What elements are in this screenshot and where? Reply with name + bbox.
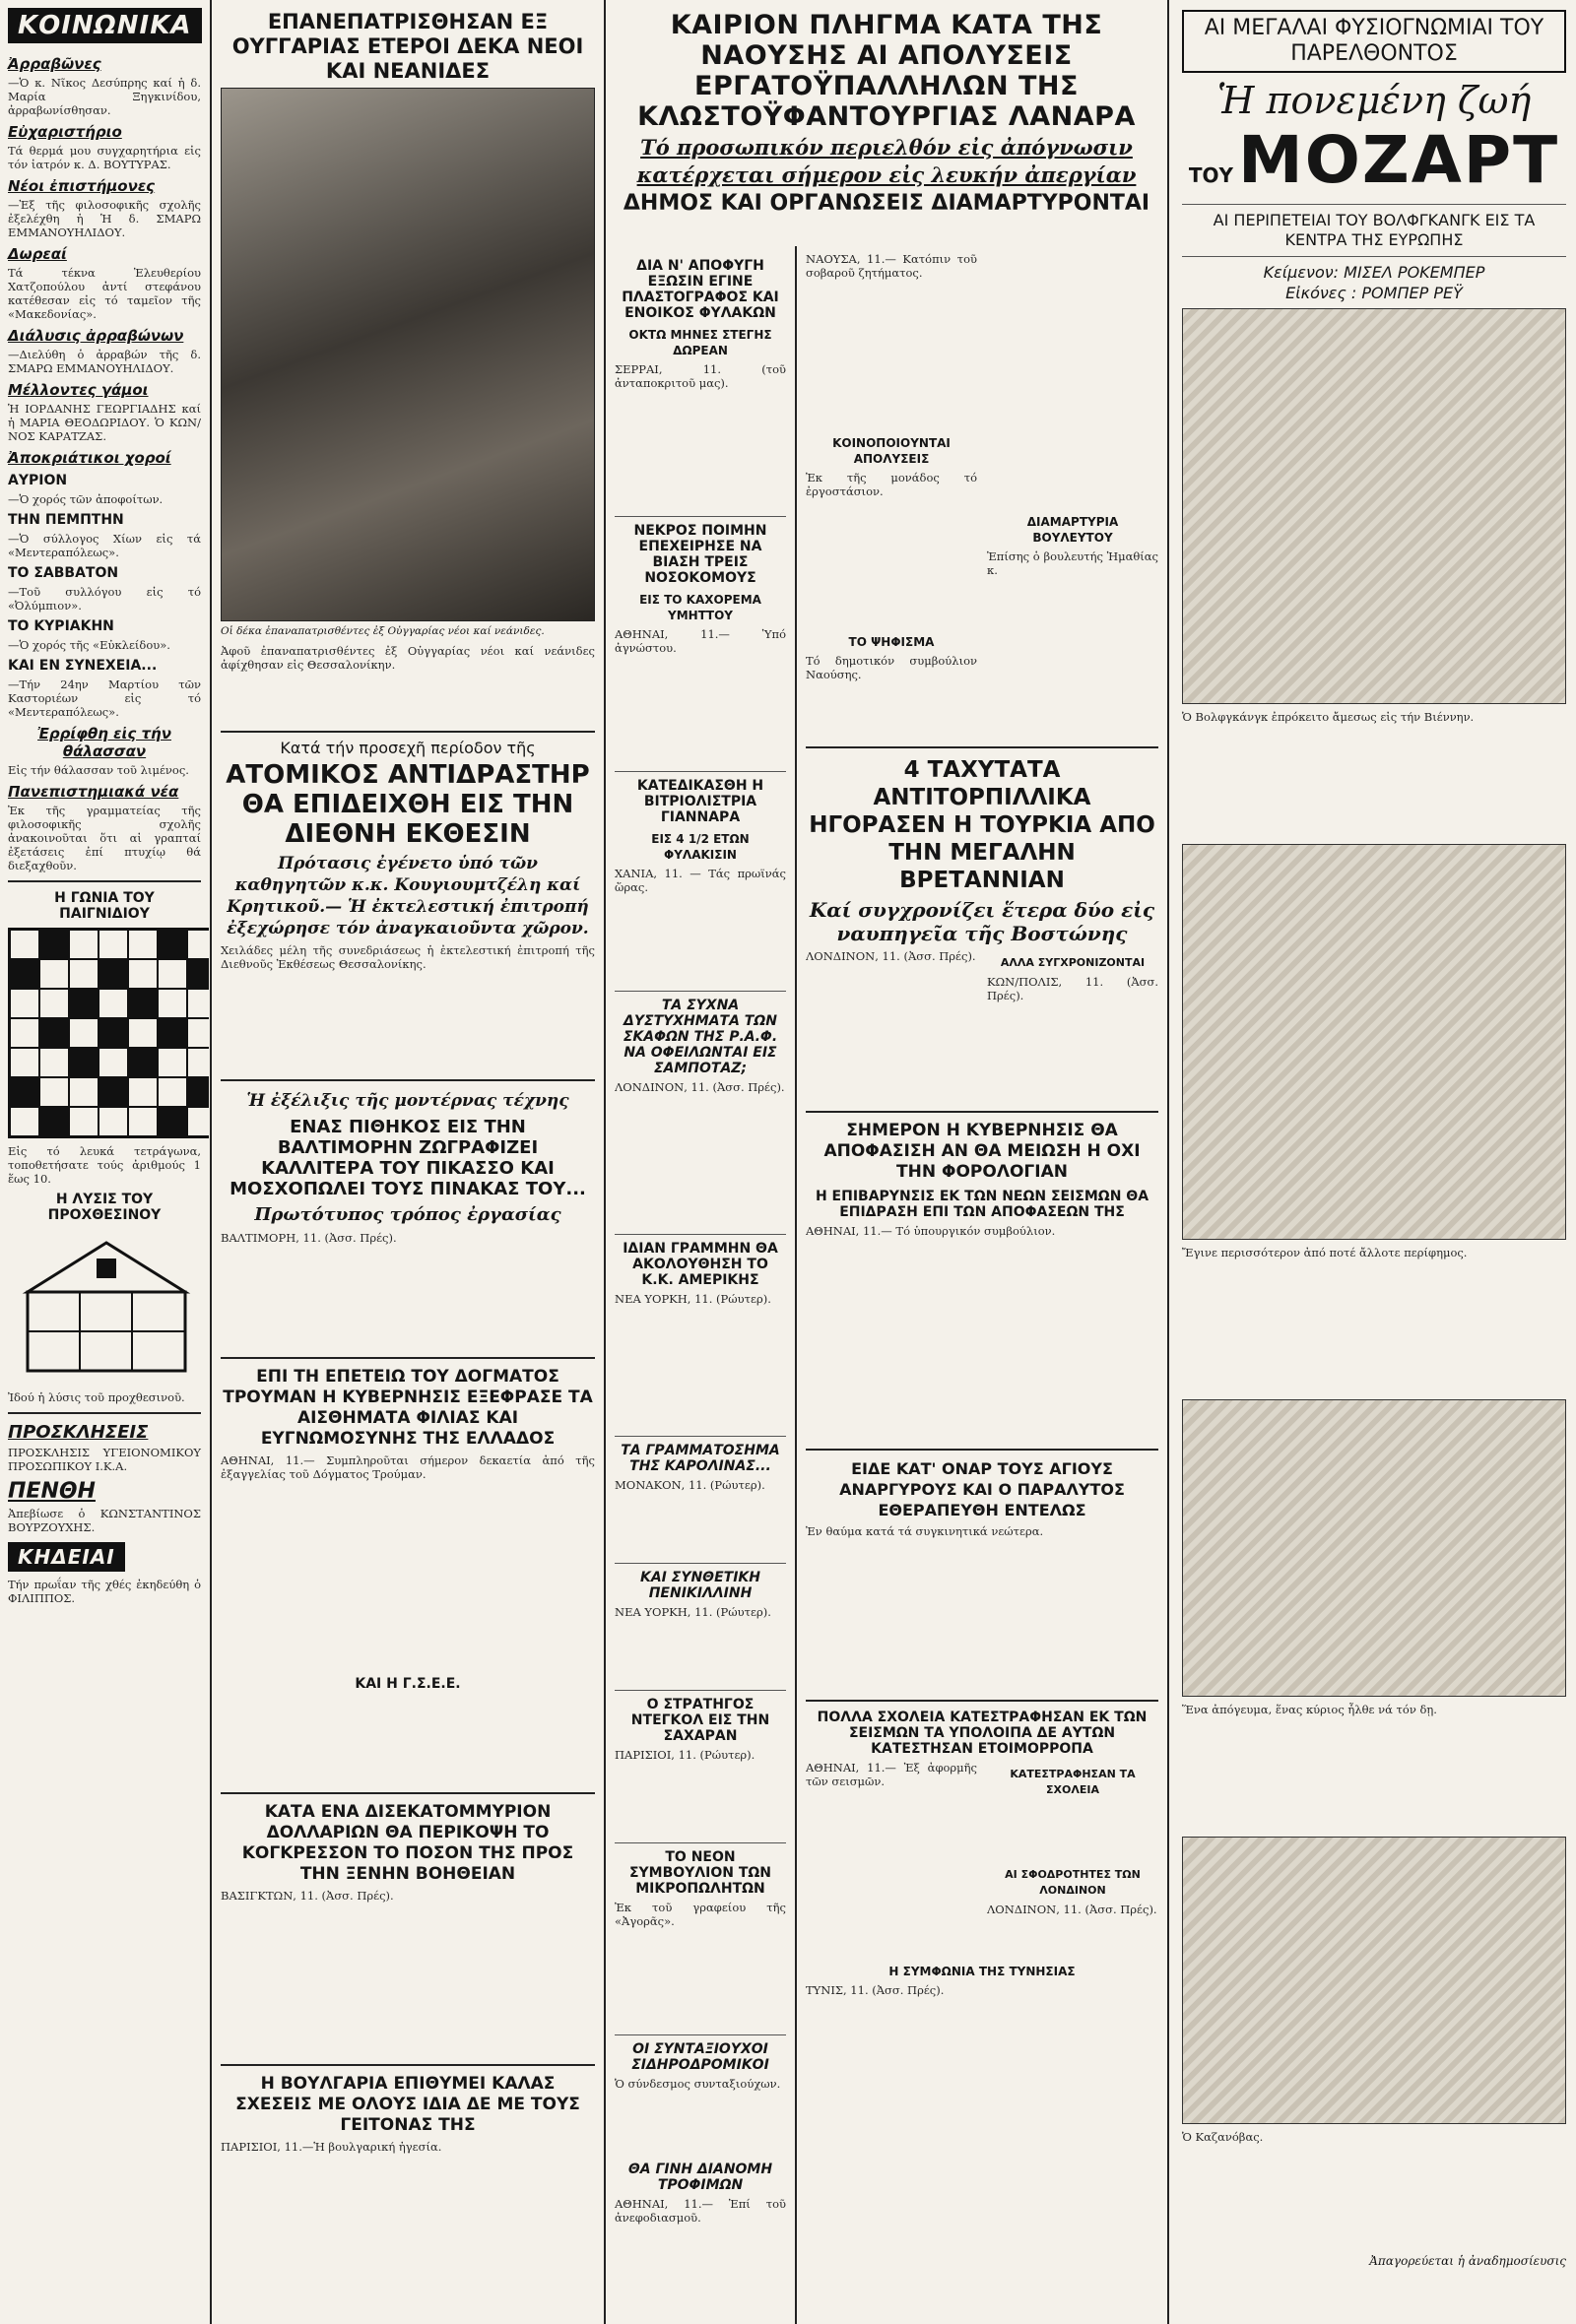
hungary-body: Ἀφοῦ ἐπαναπατρισθέντες ἐξ Οὐγγαρίας νέοι καί νεάνιδες ἀφίχθησαν εἰς Θεσσαλονίκην. bbox=[221, 644, 595, 672]
erristhe-title: Ἐρρίφθη εἰς τήν θάλασσαν bbox=[37, 725, 171, 760]
art-subhead: Πρωτότυπος τρόπος ἐργασίας bbox=[254, 1204, 561, 1225]
lysi-title: Η ΛΥΣΙΣ ΤΟΥ ΠΡΟΧΘΕΣΙΝΟΥ bbox=[47, 1192, 162, 1223]
avrion-text: —Ὁ χορός τῶν ἀποφοίτων. bbox=[8, 492, 164, 506]
atom-kicker: Κατά τήν προσεχῆ περίοδον τῆς bbox=[280, 739, 536, 757]
feature-title-line: Ἡ πονεμένη ζωή bbox=[1216, 79, 1532, 122]
panepist-title: Πανεπιστημιακά νέα bbox=[8, 783, 179, 801]
naousa-cont bbox=[987, 252, 1158, 508]
feature-banner: ΑΙ ΜΕΓΑΛΑΙ ΦΥΣΙΟΓΝΩΜΙΑΙ ΤΟΥ ΠΑΡΕΛΘΟΝΤΟΣ bbox=[1182, 10, 1566, 73]
column-rule bbox=[210, 0, 212, 2324]
torpedo-subhead: Καί συγχρονίζει ἕτερα δύο εἰς ναυπηγεῖα τῆς Βοστώνης bbox=[809, 898, 1155, 945]
illustration-mozart-writing bbox=[1182, 844, 1566, 1240]
kideiai-text: Τήν πρωΐαν τῆς χθές ἐκηδεύθη ὁ ΦΙΛΙΠΠΟΣ. bbox=[8, 1578, 201, 1605]
divider bbox=[221, 1079, 595, 1081]
a3-body: ΧΑΝΙΑ, 11. — Τάς πρωϊνάς ὥρας. bbox=[615, 867, 786, 894]
torpedo-side-body: ΚΩΝ/ΠΟΛΙΣ, 11. (Ἀσσ. Πρές). bbox=[987, 975, 1158, 1002]
a8-headline: Ο ΣΤΡΑΤΗΓΟΣ ΝΤΕΓΚΟΛ ΕΙΣ ΤΗΝ ΣΑΧΑΡΑΝ bbox=[630, 1697, 770, 1744]
penthi-text: Ἀπεβίωσε ὁ ΚΩΝΣΤΑΝΤΙΝΟΣ ΒΟΥΡΖΟΥΧΗΣ. bbox=[8, 1507, 201, 1534]
atom-subhead: Πρότασις ἐγένετο ὑπό τῶν καθηγητῶν κ.κ. Κουγιουμτζέλη καί Κρητικοῦ.— Ἡ ἐκτελεστική ἐπιτροπή ἐξεχώρησε τόν ἀναγκαιοῦντα χῶρον. bbox=[227, 854, 589, 938]
credit-images: Εἰκόνες : ΡΟΜΠΕΡ ΡΕΫ bbox=[1285, 284, 1463, 302]
savvaton-title: ΤΟ ΣΑΒΒΑΤΟΝ bbox=[8, 565, 119, 581]
arravones-title: Ἀρραβῶνες bbox=[8, 55, 101, 73]
neoi-title: Νέοι ἐπιστήμονες bbox=[8, 177, 156, 195]
london-headline: ΑΙ ΣΦΟΔΡΟΤΗΤΕΣ ΤΩΝ ΛΟΝΔΙΝΟΝ bbox=[1005, 1868, 1141, 1897]
panepist-text: Ἐκ τῆς γραμματείας τῆς φιλοσοφικῆς σχολῆς ἀνακοινοῦται ὅτι αἱ γραπταί ἐξετάσεις ἐπί πτυχίῳ θά διεξαχθοῦν. bbox=[8, 804, 201, 872]
proskliseis-text: ΠΡΟΣΚΛΗΣΙΣ ΥΓΕΙΟΝΟΜΙΚΟΥ ΠΡΟΣΩΠΙΚΟΥ Ι.Κ.Α. bbox=[8, 1446, 201, 1473]
a2-subhead: ΕΙΣ ΤΟ ΚΑΧΟΡΕΜΑ ΥΜΗΤΤΟΥ bbox=[639, 593, 761, 622]
a11-headline: ΘΑ ΓΙΝΗ ΔΙΑΝΟΜΗ ΤΡΟΦΙΜΩΝ bbox=[627, 2162, 773, 2193]
a5-headline: ΙΔΙΑΝ ΓΡΑΜΜΗΝ ΘΑ ΑΚΟΛΟΥΘΗΣΗ ΤΟ Κ.Κ. ΑΜΕΡΙΚΗΣ bbox=[623, 1241, 778, 1288]
a4-headline: ΤΑ ΣΥΧΝΑ ΔΥΣΤΥΧΗΜΑΤΑ ΤΩΝ ΣΚΑΦΩΝ ΤΗΣ Ρ.Α.Φ. ΝΑ ΟΦΕΙΛΩΝΤΑΙ ΕΙΣ ΣΑΜΠΟΤΑΖ; bbox=[623, 998, 778, 1076]
naousa-sub2: κατέρχεται σήμερον εἰς λευκήν ἀπεργίαν bbox=[636, 162, 1137, 187]
a1-body: ΣΕΡΡΑΙ, 11. (τοῦ ἀνταποκριτοῦ μας). bbox=[615, 362, 786, 390]
a9-body: Ἐκ τοῦ γραφείου τῆς «Ἀγορᾶς». bbox=[615, 1901, 786, 1928]
pempti-title: ΤΗΝ ΠΕΜΠΤΗΝ bbox=[8, 512, 124, 528]
column-mozart-feature bbox=[1172, 0, 1576, 2324]
bulgaria-body: ΠΑΡΙΣΙΟΙ, 11.—Ἡ βουλγαρική ἡγεσία. bbox=[221, 2140, 442, 2154]
dialysis-title: Διάλυσις ἀρραβώνων bbox=[8, 327, 184, 345]
torpedo-body: ΛΟΝΔΙΝΟΝ, 11. (Ἀσσ. Πρές). bbox=[806, 949, 976, 963]
psifisma-headline: ΤΟ ΨΗΦΙΣΜΑ bbox=[848, 635, 935, 649]
mellontes-title: Μέλλοντες γάμοι bbox=[8, 381, 149, 399]
naousa-headline-block bbox=[607, 0, 1166, 246]
divider bbox=[221, 2064, 595, 2066]
apokriatikoi-title: Ἀποκριάτικοι χοροί bbox=[8, 449, 171, 467]
tax-subhead: Η ΕΠΙΒΑΡΥΝΣΙΣ ΕΚ ΤΩΝ ΝΕΩΝ ΣΕΙΣΜΩΝ ΘΑ ΕΠΙΔΡΑΣΗ ΕΠΙ ΤΩΝ ΑΠΟΦΑΣΕΩΝ ΤΗΣ bbox=[815, 1189, 1149, 1220]
feature-p3: Ἕνα ἀπόγευμα, ἕνας κύριος ἦλθε νά τόν δῃ. bbox=[1182, 1703, 1437, 1716]
a8-body: ΠΑΡΙΣΙΟΙ, 11. (Ρώυτερ). bbox=[615, 1748, 755, 1762]
divider bbox=[221, 1357, 595, 1359]
column-news-center bbox=[607, 246, 794, 2324]
neoi-text: —Ἐξ τῆς φιλοσοφικῆς σχολῆς ἐξελέχθη ἡ Ἡ δ. ΣΜΑΡΩ ΕΜΜΑΝΟΥΗΛΙΔΟΥ. bbox=[8, 198, 201, 239]
art-headline: ΕΝΑΣ ΠΙΘΗΚΟΣ ΕΙΣ ΤΗΝ ΒΑΛΤΙΜΟΡΗΝ ΖΩΓΡΑΦΙΖΕΙ ΚΑΛΛΙΤΕΡΑ ΤΟΥ ΠΙΚΑΣΣΟ ΚΑΙ ΜΟΣΧΟΠΩΛΕΙ ΤΟΥΣ ΠΙΝΑΚΑΣ ΤΟΥ... bbox=[230, 1117, 586, 1199]
schools-body-block bbox=[806, 1761, 1158, 1958]
dorea-text: Τά τέκνα Ἐλευθερίου Χατζοπούλου ἀντί στεφάνου κατέθεσαν εἰς τό ταμεῖον τῆς «Μακεδονίας». bbox=[8, 266, 201, 321]
naousa-body: ΝΑΟΥΣΑ, 11.— Κατόπιν τοῦ σοβαροῦ ζητήματος. bbox=[806, 252, 977, 280]
diamart-headline: ΔΙΑΜΑΡΤΥΡΙΑ ΒΟΥΛΕΥΤΟΥ bbox=[1026, 515, 1119, 545]
hungary-caption: Οἱ δέκα ἐπαναπατρισθέντες ἐξ Οὐγγαρίας νέοι καί νεάνιδες. bbox=[221, 625, 545, 637]
divider bbox=[615, 991, 786, 992]
column-rule bbox=[1167, 0, 1169, 2324]
illustration-mozart-standing bbox=[1182, 308, 1566, 704]
schools-headline: ΠΟΛΛΑ ΣΧΟΛΕΙΑ ΚΑΤΕΣΤΡΑΦΗΣΑΝ ΕΚ ΤΩΝ ΣΕΙΣΜΩΝ ΤΑ ΥΠΟΛΟΙΠΑ ΔΕ ΑΥΤΩΝ ΚΑΤΕΣΤΗΣΑΝ ΕΤΟΙΜΟΡΡΟΠΑ bbox=[817, 1710, 1148, 1757]
hungary-headline: ΕΠΑΝΕΠΑΤΡΙΣΘΗΣΑΝ ΕΞ ΟΥΓΓΑΡΙΑΣ ΕΤΕΡΟΙ ΔΕΚΑ ΝΕΟΙ ΚΑΙ ΝΕΑΝΙΔΕΣ bbox=[231, 10, 584, 83]
art-kicker: Ἡ ἐξέλιξις τῆς μοντέρνας τέχνης bbox=[246, 1091, 569, 1111]
efxaristiria-text: Τά θερμά μου συγχαρητήρια εἰς τόν ἰατρόν κ. Δ. ΒΟΥΤΥΡΑΣ. bbox=[8, 144, 201, 171]
solution-diagram bbox=[8, 1233, 205, 1381]
aid-body: ΒΑΣΙΓΚΤΩΝ, 11. (Ἀσσ. Πρές). bbox=[221, 1889, 394, 1903]
schools-filler bbox=[987, 1802, 1158, 1861]
divider bbox=[8, 880, 201, 882]
column-rule bbox=[604, 0, 606, 2324]
divider bbox=[806, 1111, 1158, 1113]
illustration-dancers bbox=[1182, 1399, 1566, 1697]
a7-headline: ΚΑΙ ΣΥΝΘΕΤΙΚΗ ΠΕΝΙΚΙΛΛΙΝΗ bbox=[640, 1570, 760, 1601]
schools-body: ΑΘΗΝΑΙ, 11.— Ἐξ ἀφορμῆς τῶν σεισμῶν. bbox=[806, 1761, 977, 1788]
a9-headline: ΤΟ ΝΕΟΝ ΣΥΜΒΟΥΛΙΟΝ ΤΩΝ ΜΙΚΡΟΠΩΛΗΤΩΝ bbox=[628, 1849, 772, 1897]
gonia-text: Εἰς τό λευκά τετράγωνα, τοποθετήσατε τούς ἀριθμούς 1 ἕως 10. bbox=[8, 1144, 201, 1186]
london-body: ΛΟΝΔΙΝΟΝ, 11. (Ἀσσ. Πρές). bbox=[987, 1903, 1157, 1916]
kai-en-text: —Τήν 24ην Μαρτίου τῶν Καστοριέων εἰς τό «Μεντεραπόλεως». bbox=[8, 678, 201, 719]
divider bbox=[615, 516, 786, 517]
feature-subtitle: ΑΙ ΠΕΡΙΠΕΤΕΙΑΙ ΤΟΥ ΒΟΛΦΓΚΑΝΓΚ ΕΙΣ ΤΑ ΚΕΝΤΡΑ ΤΗΣ ΕΥΡΩΠΗΣ bbox=[1213, 211, 1536, 249]
gonia-title: Η ΓΩΝΙΑ ΤΟΥ ΠΑΙΓΝΙΔΙΟΥ bbox=[54, 890, 155, 922]
divider bbox=[615, 1690, 786, 1691]
a1-headline: ΔΙΑ Ν' ΑΠΟΦΥΓΗ ΕΞΩΣΙΝ ΕΓΙΝΕ ΠΛΑΣΤΟΓΡΑΦΟΣ ΚΑΙ ΕΝΟΙΚΟΣ ΦΥΛΑΚΩΝ bbox=[622, 258, 779, 321]
koinop-headline: ΚΟΙΝΟΠΟΙΟΥΝΤΑΙ ΑΠΟΛΥΣΕΙΣ bbox=[832, 436, 951, 466]
miracle-body: Ἐν θαύμα κατά τά συγκινητικά νεώτερα. bbox=[806, 1524, 1044, 1538]
truman-body: ΑΘΗΝΑΙ, 11.— Συμπληροῦται σήμερον δεκαετία ἀπό τῆς ἐξαγγελίας τοῦ Δόγματος Τρούμαν. bbox=[221, 1453, 595, 1481]
feature-closing: Ἀπαγορεύεται ἡ ἀναδημοσίευσις bbox=[1369, 2254, 1566, 2268]
group-photo bbox=[221, 88, 595, 621]
divider bbox=[615, 1842, 786, 1843]
schools-subhead: ΚΑΤΕΣΤΡΑΦΗΣΑΝ ΤΑ ΣΧΟΛΕΙΑ bbox=[1010, 1768, 1136, 1796]
a5-body: ΝΕΑ ΥΟΡΚΗ, 11. (Ρώυτερ). bbox=[615, 1292, 771, 1306]
divider bbox=[615, 2034, 786, 2035]
a1-subhead: ΟΚΤΩ ΜΗΝΕΣ ΣΤΕΓΗΣ ΔΩΡΕΑΝ bbox=[628, 328, 772, 357]
column-news-left bbox=[213, 0, 603, 2324]
koinonika-header: ΚΟΙΝΩΝΙΚΑ bbox=[8, 8, 202, 43]
divider bbox=[615, 771, 786, 772]
diamart-body: Ἐπίσης ὁ βουλευτής Ἡμαθίας κ. bbox=[987, 549, 1158, 577]
puzzle-grid bbox=[8, 928, 209, 1138]
divider bbox=[1182, 256, 1566, 257]
a10-body: Ὁ σύνδεσμος συνταξιούχων. bbox=[615, 2077, 781, 2091]
truman-headline: ΕΠΙ ΤΗ ΕΠΕΤΕΙΩ ΤΟΥ ΔΟΓΜΑΤΟΣ ΤΡΟΥΜΑΝ Η ΚΥΒΕΡΝΗΣΙΣ ΕΞΕΦΡΑΣΕ ΤΑ ΑΙΣΘΗΜΑΤΑ ΦΙΛΙΑΣ ΚΑΙ ΕΥΓΝΩΜΟΣΥΝΗΣ ΤΗΣ ΕΛΛΑΔΟΣ bbox=[223, 1367, 593, 1449]
divider bbox=[1182, 204, 1566, 205]
column-rule bbox=[795, 246, 797, 2324]
a3-subhead: ΕΙΣ 4 1/2 ΕΤΩΝ ΦΥΛΑΚΙΣΙΝ bbox=[651, 832, 750, 862]
art-body: ΒΑΛΤΙΜΟΡΗ, 11. (Ἀσσ. Πρές). bbox=[221, 1231, 397, 1245]
naousa-sub3: ΔΗΜΟΣ ΚΑΙ ΟΡΓΑΝΩΣΕΙΣ ΔΙΑΜΑΡΤΥΡΟΝΤΑΙ bbox=[623, 191, 1150, 216]
divider bbox=[806, 746, 1158, 748]
feature-p1: Ὁ Βολφγκάνγκ ἐπρόκειτο ἄμεσως εἰς τήν Βιέννην. bbox=[1182, 710, 1475, 724]
torpedo-headline: 4 ΤΑΧΥΤΑΤΑ ΑΝΤΙΤΟΡΠΙΛΛΙΚΑ ΗΓΟΡΑΣΕΝ Η ΤΟΥΡΚΙΑ ΑΠΟ ΤΗΝ ΜΕΓΑΛΗΝ ΒΡΕΤΑΝΝΙΑΝ bbox=[809, 757, 1155, 893]
kideiai-header: ΚΗΔΕΙΑΙ bbox=[8, 1542, 125, 1572]
illustration-couple bbox=[1182, 1837, 1566, 2124]
psifisma-body: Τό δημοτικόν συμβούλιον Ναούσης. bbox=[806, 654, 977, 681]
kyriaki-text: —Ὁ χορός τῆς «Εὐκλείδου». bbox=[8, 638, 170, 652]
column-social bbox=[0, 0, 209, 2324]
tunisia-body: ΤΥΝΙΣ, 11. (Ἀσσ. Πρές). bbox=[806, 1983, 945, 1997]
a2-headline: ΝΕΚΡΟΣ ΠΟΙΜΗΝ ΕΠΕΧΕΙΡΗΣΕ ΝΑ ΒΙΑΣΗ ΤΡΕΙΣ ΝΟΣΟΚΟΜΟΥΣ bbox=[633, 523, 767, 586]
arravones-text: —Ὁ κ. Νῖκος Δεσύπρης καί ἡ δ. Μαρία Ξηγκινίδου, ἀρραβωνίσθησαν. bbox=[8, 76, 201, 117]
truman-subhead: ΚΑΙ Η Γ.Σ.Ε.Ε. bbox=[355, 1676, 461, 1692]
kyriaki-title: ΤΟ ΚΥΡΙΑΚΗΝ bbox=[8, 618, 114, 634]
a3-headline: ΚΑΤΕΔΙΚΑΣΘΗ Η ΒΙΤΡΙΟΛΙΣΤΡΙΑ ΓΙΑΝΝΑΡΑ bbox=[636, 778, 764, 825]
pempti-text: —Ὁ σύλλογος Χίων εἰς τά «Μεντεραπόλεως». bbox=[8, 532, 201, 559]
divider bbox=[8, 1412, 201, 1414]
koinop-body: Ἐκ τῆς μονάδος τό ἐργοστάσιον. bbox=[806, 471, 977, 498]
tax-body: ΑΘΗΝΑΙ, 11.— Τό ὑπουργικόν συμβούλιον. bbox=[806, 1224, 1056, 1238]
atom-headline: ΑΤΟΜΙΚΟΣ ΑΝΤΙΔΡΑΣΤΗΡ ΘΑ ΕΠΙΔΕΙΧΘΗ ΕΙΣ ΤΗΝ ΔΙΕΘΝΗ ΕΚΘΕΣΙΝ bbox=[226, 760, 590, 849]
feature-p4: Ὁ Καζανόβας. bbox=[1182, 2130, 1264, 2144]
efxaristiria-title: Εὐχαριστήριο bbox=[8, 123, 122, 141]
divider bbox=[615, 1234, 786, 1235]
feature-title bbox=[1182, 122, 1566, 198]
a6-headline: ΤΑ ΓΡΑΜΜΑΤΟΣΗΜΑ ΤΗΣ ΚΑΡΟΛΙΝΑΣ... bbox=[621, 1443, 780, 1474]
column-news-right bbox=[798, 246, 1166, 2324]
dialysis-text: —Διελύθη ὁ ἀρραβών τῆς δ. ΣΜΑΡΩ ΕΜΜΑΝΟΥΗΛΙΔΟΥ. bbox=[8, 348, 201, 375]
lysi-text: Ἰδού ἡ λύσις τοῦ προχθεσινοῦ. bbox=[8, 1390, 185, 1404]
divider bbox=[806, 1449, 1158, 1451]
atom-body: Χειλάδες μέλη τῆς συνεδριάσεως ἡ ἐκτελεστική ἐπιτροπή τῆς Διεθνοῦς Ἐκθέσεως Θεσσαλονίκης. bbox=[221, 943, 595, 971]
naousa-sub1: Τό προσωπικόν περιελθόν εἰς ἀπόγνωσιν bbox=[640, 135, 1133, 160]
feature-title-name: ΜΟΖΑΡΤ bbox=[1238, 122, 1560, 198]
kai-en-title: ΚΑΙ ΕΝ ΣΥΝΕΧΕΙΑ... bbox=[8, 658, 158, 674]
divider bbox=[615, 1436, 786, 1437]
a10-headline: ΟΙ ΣΥΝΤΑΞΙΟΥΧΟΙ ΣΙΔΗΡΟΔΡΟΜΙΚΟΙ bbox=[631, 2041, 769, 2073]
miracle-headline: ΕΙΔΕ ΚΑΤ' ΟΝΑΡ ΤΟΥΣ ΑΓΙΟΥΣ ΑΝΑΡΓΥΡΟΥΣ ΚΑΙ Ο ΠΑΡΑΛΥΤΟΣ ΕΘΕΡΑΠΕΥΘΗ ΕΝΤΕΛΩΣ bbox=[839, 1459, 1125, 1519]
credit-text: Κείμενον: ΜΙΣΕΛ ΡΟΚΕΜΠΕΡ bbox=[1263, 263, 1485, 282]
torpedo-side-headline: ΑΛΛΑ ΣΥΓΧΡΟΝΙΖΟΝΤΑΙ bbox=[1000, 956, 1146, 969]
divider bbox=[615, 1563, 786, 1564]
avrion-title: ΑΥΡΙΟΝ bbox=[8, 473, 68, 488]
torpedo-body-block bbox=[806, 949, 1158, 1103]
dorea-title: Δωρεαί bbox=[8, 245, 67, 263]
mellontes-text: Ἡ ΙΟΡΔΑΝΗΣ ΓΕΩΡΓΙΑΔΗΣ καί ἡ ΜΑΡΙΑ ΘΕΟΔΩΡΙΔΟΥ. Ὁ ΚΩΝ/ΝΟΣ ΚΑΡΑΤΖΑΣ. bbox=[8, 402, 201, 443]
savvaton-text: —Τοῦ συλλόγου εἰς τό «Ὀλύμπιον». bbox=[8, 585, 201, 613]
a4-body: ΛΟΝΔΙΝΟΝ, 11. (Ἀσσ. Πρές). bbox=[615, 1080, 785, 1094]
naousa-headline: ΚΑΙΡΙΟΝ ΠΛΗΓΜΑ ΚΑΤΑ ΤΗΣ ΝΑΟΥΣΗΣ ΑΙ ΑΠΟΛΥΣΕΙΣ ΕΡΓΑΤΟΫΠΑΛΛΗΛΩΝ ΤΗΣ ΚΛΩΣΤΟΫΦΑΝΤΟΥΡΓΙΑΣ ΛΑΝΑΡΑ bbox=[637, 10, 1136, 132]
divider bbox=[806, 1700, 1158, 1702]
aid-headline: ΚΑΤΑ ΕΝΑ ΔΙΣΕΚΑΤΟΜΜΥΡΙΟΝ ΔΟΛΛΑΡΙΩΝ ΘΑ ΠΕΡΙΚΟΨΗ ΤΟ ΚΟΓΚΡΕΣΣΟΝ ΤΟ ΠΟΣΟΝ ΤΗΣ ΠΡΟΣ ΤΗΝ ΞΕΝΗΝ ΒΟΗΘΕΙΑΝ bbox=[241, 1802, 574, 1884]
bulgaria-headline: Η ΒΟΥΛΓΑΡΙΑ ΕΠΙΘΥΜΕΙ ΚΑΛΑΣ ΣΧΕΣΕΙΣ ΜΕ ΟΛΟΥΣ ΙΔΙΑ ΔΕ ΜΕ ΤΟΥΣ ΓΕΙΤΟΝΑΣ ΤΗΣ bbox=[235, 2074, 580, 2135]
a7-body: ΝΕΑ ΥΟΡΚΗ, 11. (Ρώυτερ). bbox=[615, 1605, 771, 1619]
penthi-title: ΠΕΝΘΗ bbox=[8, 1479, 96, 1504]
divider bbox=[221, 731, 595, 733]
erristhe-text: Εἰς τήν θάλασσαν τοῦ λιμένος. bbox=[8, 763, 189, 777]
a11-body: ΑΘΗΝΑΙ, 11.— Ἐπί τοῦ ἀνεφοδιασμοῦ. bbox=[615, 2197, 786, 2225]
truman-filler bbox=[221, 1696, 595, 1784]
feature-p2: Ἔγινε περισσότερον ἀπό ποτέ ἄλλοτε περίφημος. bbox=[1182, 1246, 1468, 1259]
tunisia-headline: Η ΣΥΜΦΩΝΙΑ ΤΗΣ ΤΥΝΗΣΙΑΣ bbox=[888, 1965, 1076, 1978]
feature-title-pre: ΤΟΥ bbox=[1188, 163, 1233, 187]
tax-headline: ΣΗΜΕΡΟΝ Η ΚΥΒΕΡΝΗΣΙΣ ΘΑ ΑΠΟΦΑΣΙΣΗ ΑΝ ΘΑ ΜΕΙΩΣΗ Η ΟΧΙ ΤΗΝ ΦΟΡΟΛΟΓΙΑΝ bbox=[823, 1121, 1141, 1182]
a2-body: ΑΘΗΝΑΙ, 11.— Ὑπό ἀγνώστου. bbox=[615, 627, 786, 655]
proskliseis-title: ΠΡΟΣΚΛΗΣΕΙΣ bbox=[8, 1422, 149, 1443]
naousa-body-block bbox=[806, 252, 1158, 739]
divider bbox=[221, 1792, 595, 1794]
a6-body: ΜΟΝΑΚΟΝ, 11. (Ρώυτερ). bbox=[615, 1478, 765, 1492]
